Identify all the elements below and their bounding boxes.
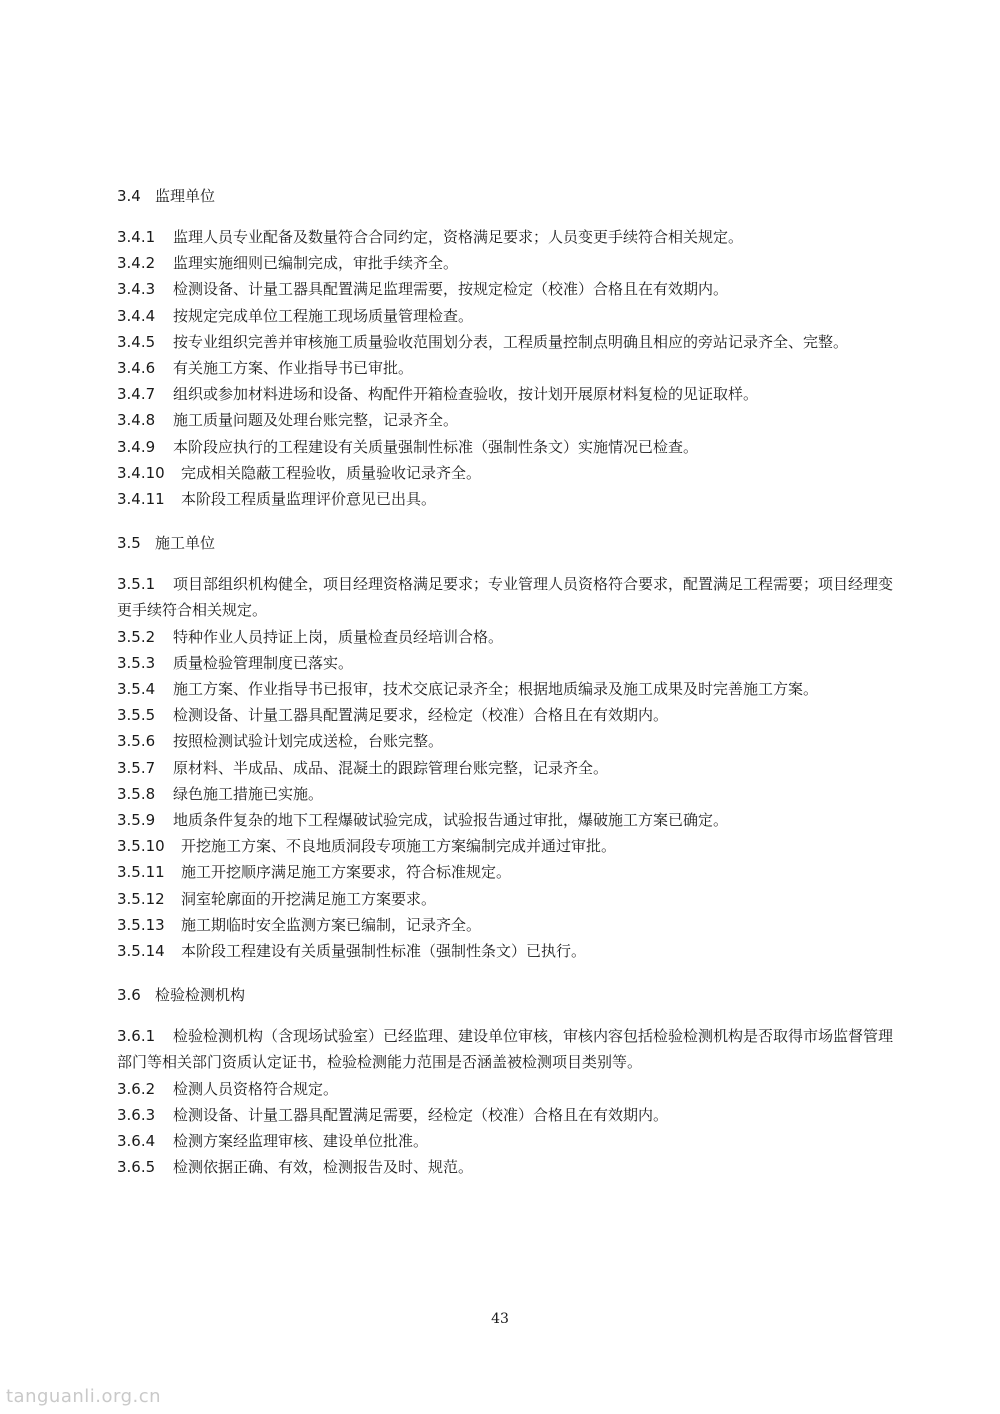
clause-item xyxy=(117,859,897,885)
clause-text: 检测设备、计量工器具配置满足监理需要，按规定检定（校准）合格且在有效期内。 xyxy=(173,280,729,299)
clause-text: 绿色施工措施已实施。 xyxy=(173,784,324,803)
clause-text: 组织或参加材料进场和设备、构配件开箱检查验收，按计划开展原材料复检的见证取样。 xyxy=(173,385,759,404)
clause-number: 3.5.4 xyxy=(117,680,156,699)
clause-text: 洞室轮廓面的开挖满足施工方案要求。 xyxy=(181,889,437,908)
clause-item xyxy=(117,1076,897,1102)
clause-text: 检测设备、计量工器具配置满足要求，经检定（校准）合格且在有效期内。 xyxy=(173,706,669,725)
section xyxy=(117,982,897,1180)
clause-number: 3.6.4 xyxy=(117,1132,156,1151)
clause-number: 3.5.14 xyxy=(117,942,165,961)
clause-number: 3.5.6 xyxy=(117,732,156,751)
clause-item xyxy=(117,728,897,754)
clause-number: 3.4.5 xyxy=(117,332,156,351)
clause-number: 3.5.8 xyxy=(117,784,156,803)
clause-item xyxy=(117,486,897,512)
document-body xyxy=(117,183,897,1199)
clause-list xyxy=(117,224,897,512)
clause-number: 3.6.2 xyxy=(117,1079,156,1098)
section xyxy=(117,530,897,964)
clause-text: 项目部组织机构健全，项目经理资格满足要求；专业管理人员资格符合要求，配置满足工程需要；项目经理变更手续符合相关规定。 xyxy=(117,575,894,620)
clause-item xyxy=(117,355,897,381)
clause-item xyxy=(117,434,897,460)
clause-number: 3.4.7 xyxy=(117,385,156,404)
clause-number: 3.4.8 xyxy=(117,411,156,430)
clause-item xyxy=(117,833,897,859)
clause-item xyxy=(117,303,897,329)
clause-item xyxy=(117,807,897,833)
clause-item xyxy=(117,676,897,702)
clause-text: 检验检测机构（含现场试验室）已经监理、建设单位审核，审核内容包括检验检测机构是否取得市场监督管理部门等相关部门资质认定证书，检验检测能力范围是否涵盖被检测项目类别等。 xyxy=(117,1027,894,1072)
clause-item xyxy=(117,886,897,912)
clause-item xyxy=(117,624,897,650)
section-heading xyxy=(117,183,897,209)
clause-number: 3.5.3 xyxy=(117,653,156,672)
clause-item xyxy=(117,1128,897,1154)
clause-number: 3.5.7 xyxy=(117,758,156,777)
clause-number: 3.5.1 xyxy=(117,575,156,594)
clause-text: 检测设备、计量工器具配置满足需要，经检定（校准）合格且在有效期内。 xyxy=(173,1105,669,1124)
clause-text: 检测方案经监理审核、建设单位批准。 xyxy=(173,1132,429,1151)
clause-number: 3.5.9 xyxy=(117,811,156,830)
clause-text: 原材料、半成品、成品、混凝土的跟踪管理台账完整，记录齐全。 xyxy=(173,758,609,777)
clause-item xyxy=(117,276,897,302)
clause-number: 3.6.1 xyxy=(117,1027,156,1046)
clause-text: 按照检测试验计划完成送检，台账完整。 xyxy=(173,732,444,751)
clause-text: 检测人员资格符合规定。 xyxy=(173,1079,339,1098)
clause-list xyxy=(117,571,897,964)
section-number: 3.4 xyxy=(117,187,141,205)
section-number: 3.5 xyxy=(117,534,141,553)
clause-number: 3.5.5 xyxy=(117,706,156,725)
clause-item xyxy=(117,329,897,355)
section xyxy=(117,183,897,512)
clause-text: 监理实施细则已编制完成，审批手续齐全。 xyxy=(173,254,459,273)
clause-item xyxy=(117,1023,897,1075)
clause-number: 3.6.3 xyxy=(117,1105,156,1124)
clause-number: 3.4.9 xyxy=(117,437,156,456)
section-heading xyxy=(117,982,897,1008)
clause-number: 3.6.5 xyxy=(117,1158,156,1177)
clause-item xyxy=(117,250,897,276)
clause-item xyxy=(117,938,897,964)
clause-number: 3.4.2 xyxy=(117,254,156,273)
clause-number: 3.5.10 xyxy=(117,837,165,856)
clause-item xyxy=(117,912,897,938)
watermark: tanguanli.org.cn xyxy=(6,1386,162,1407)
clause-item xyxy=(117,650,897,676)
clause-item xyxy=(117,224,897,250)
section-heading xyxy=(117,530,897,556)
clause-text: 按专业组织完善并审核施工质量验收范围划分表，工程质量控制点明确且相应的旁站记录齐全、完整。 xyxy=(173,332,849,351)
clause-text: 施工期临时安全监测方案已编制，记录齐全。 xyxy=(181,915,482,934)
clause-number: 3.4.6 xyxy=(117,359,156,378)
clause-item xyxy=(117,571,897,623)
clause-number: 3.4.11 xyxy=(117,490,165,509)
clause-item xyxy=(117,407,897,433)
clause-item xyxy=(117,1154,897,1180)
clause-number: 3.4.10 xyxy=(117,463,165,482)
clause-item xyxy=(117,781,897,807)
clause-list xyxy=(117,1023,897,1180)
clause-item xyxy=(117,1102,897,1128)
clause-text: 本阶段工程质量监理评价意见已出具。 xyxy=(181,490,437,509)
clause-number: 3.5.11 xyxy=(117,863,165,882)
clause-item xyxy=(117,755,897,781)
clause-text: 施工方案、作业指导书已报审，技术交底记录齐全；根据地质编录及施工成果及时完善施工方案。 xyxy=(173,680,819,699)
clause-text: 开挖施工方案、不良地质洞段专项施工方案编制完成并通过审批。 xyxy=(181,837,617,856)
clause-number: 3.5.12 xyxy=(117,889,165,908)
clause-item xyxy=(117,381,897,407)
clause-number: 3.4.3 xyxy=(117,280,156,299)
section-number: 3.6 xyxy=(117,986,141,1005)
clause-text: 按规定完成单位工程施工现场质量管理检查。 xyxy=(173,306,474,325)
clause-text: 监理人员专业配备及数量符合合同约定，资格满足要求；人员变更手续符合相关规定。 xyxy=(173,228,744,246)
clause-text: 施工质量问题及处理台账完整，记录齐全。 xyxy=(173,411,459,430)
page-number: 43 xyxy=(491,1311,509,1327)
clause-text: 完成相关隐蔽工程验收，质量验收记录齐全。 xyxy=(181,463,482,482)
clause-text: 本阶段工程建设有关质量强制性标准（强制性条文）已执行。 xyxy=(181,942,587,961)
clause-text: 质量检验管理制度已落实。 xyxy=(173,653,354,672)
section-title: 检验检测机构 xyxy=(155,986,246,1005)
section-title: 施工单位 xyxy=(155,534,216,553)
clause-text: 有关施工方案、作业指导书已审批。 xyxy=(173,359,414,378)
clause-text: 检测依据正确、有效，检测报告及时、规范。 xyxy=(173,1158,474,1177)
clause-text: 施工开挖顺序满足施工方案要求，符合标准规定。 xyxy=(181,863,512,882)
clause-text: 特种作业人员持证上岗，质量检查员经培训合格。 xyxy=(173,627,504,646)
clause-text: 本阶段应执行的工程建设有关质量强制性标准（强制性条文）实施情况已检查。 xyxy=(173,437,699,456)
clause-number: 3.5.13 xyxy=(117,915,165,934)
section-title: 监理单位 xyxy=(155,187,216,205)
clause-item xyxy=(117,460,897,486)
clause-number: 3.4.4 xyxy=(117,306,156,325)
clause-number: 3.4.1 xyxy=(117,228,156,246)
clause-number: 3.5.2 xyxy=(117,627,156,646)
clause-item xyxy=(117,702,897,728)
clause-text: 地质条件复杂的地下工程爆破试验完成，试验报告通过审批，爆破施工方案已确定。 xyxy=(173,811,729,830)
